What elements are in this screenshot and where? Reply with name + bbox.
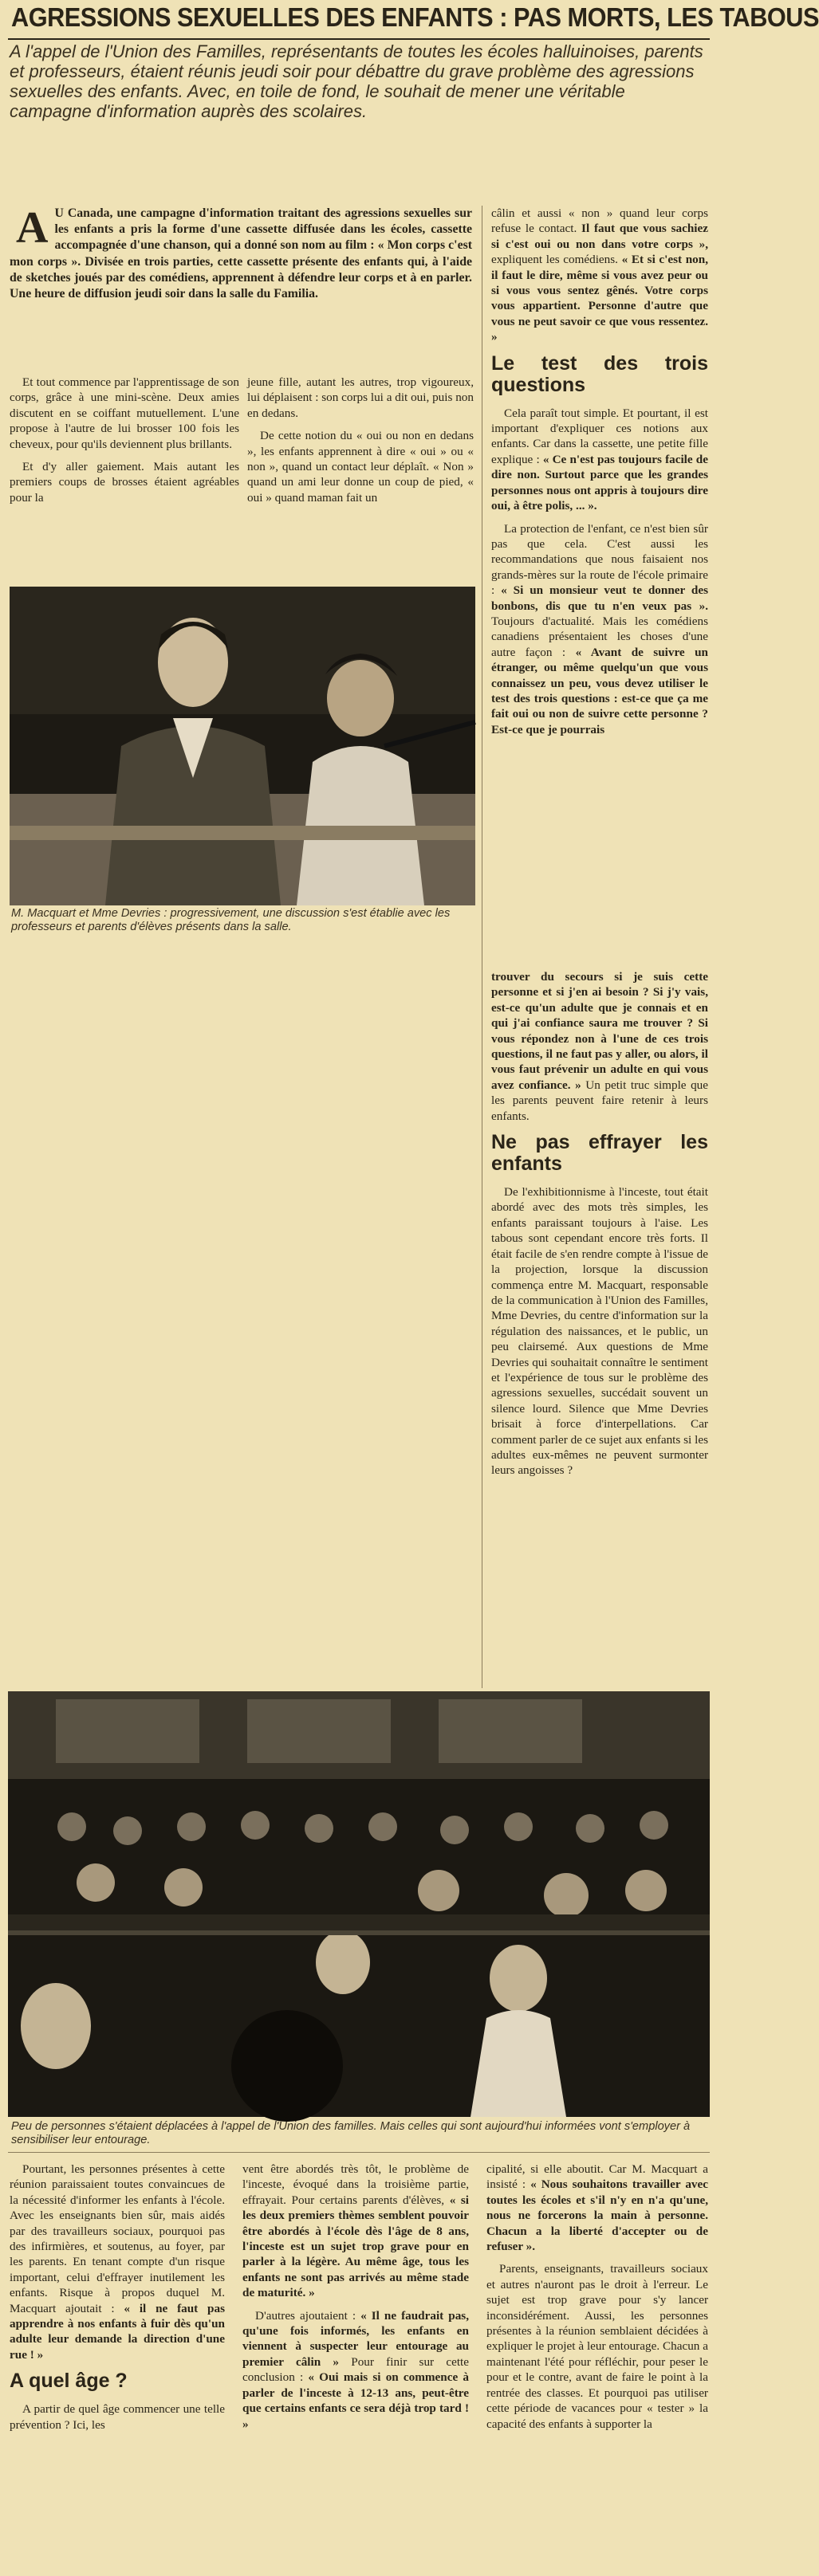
intro-text: U Canada, une campagne d'information traitant des agressions sexuelles sur les enfants a pris la forme d'une cassette diffusée dans les écoles, cassette accompagnée d'une chanson, qui a donné son nom au film : « Mon corps c'est mon corps ». Divisée en trois parties, cette cassette présente des enfants qui, à l'aide de sketches joués par des comédiens, apprennent à défendre leur corps et à en parler. Une heure de diffusion jeudi soir dans la salle du Familia. — [10, 206, 472, 301]
col-c-p3-bold2: « Avant de suivre un étranger, ou même quelqu'un que vous connaissez un peu, vous devez utiliser le test des trois questions : est-ce que ça me fait oui ou non de suivre cette personne ? Est-ce que je pourrais — [491, 645, 708, 736]
bottom-column-a — [10, 2162, 225, 2440]
col-c-p1-bold2: « Et si c'est non, il faut le dire, même si vous avez peur ou si vous vous sentez gênés. Votre corps vous appartient. Personne d'autre que vous ne peut savoir ce que vous ressentez. » — [491, 253, 708, 344]
drop-cap: A — [16, 203, 49, 253]
subhead-trois-questions: Le test des trois questions — [491, 351, 708, 396]
subhead-quel-age: A quel âge ? — [10, 2370, 128, 2393]
column-d — [491, 969, 708, 1486]
col-c-p3 — [491, 521, 708, 738]
col-b-p2: De cette notion du « oui ou non en dedans », les enfants apprennent à dire « oui » ou « non », quand un contact leur déplaît. « Non » quand un ami leur donne un coup de pied, « oui » quand maman fait un — [247, 429, 474, 505]
col-c-p1-plain2: expliquent les comédiens. — [491, 253, 618, 267]
column-c — [491, 206, 708, 744]
audience-photo-illustration — [8, 1691, 710, 2117]
bottom-c-p1-plain: cipalité, si elle aboutit. Car M. Macquart a insisté : — [486, 2162, 708, 2192]
headline: AGRESSIONS SEXUELLES DES ENFANTS : PAS MORTS, LES TABOUS — [11, 2, 819, 32]
bottom-a-p2: A partir de quel âge commencer une telle prévention ? Ici, les — [10, 2402, 225, 2432]
col-c-p1-plain: câlin et aussi « non » quand leur corps refuse le contact. — [491, 206, 708, 236]
col-d-p2: De l'exhibitionnisme à l'inceste, tout était abordé avec des mots très simples, les enfants paraissant toujours à l'aise. Les tabous sont cependant encore très forts. Il était facile de s'en rendre compte à l'issue de la projection, lorsque la discussion commença entre M. Macquart, responsable de la communication à l'Union des Familles, Mme Devries, du centre d'information sur la régulation des naissances, et le public, un peu clairsemé. Aux questions de Mme Devries qui souhaitait connaître le sentiment et l'expérience de tous sur le problème des agressions sexuelles, succédait souvent un silence lourd. Silence que Mme Devries brisait à force d'interpellations. Car comment parler de ce sujet aux enfants si les adultes eux-mêmes ne peuvent surmonter leurs angoisses ? — [491, 1185, 708, 1478]
bottom-a-p1-plain: Pourtant, les personnes présentes à cette réunion paraissaient toutes convaincues de la nécessité d'informer les enfants à l'école. Avec les enseignants bien sûr, mais aidés par des travailleurs sociaux, pourquoi pas des infirmières, et soutenus, au foyer, par les parents. En tenant compte d'un risque important, celui d'effrayer inutilement les enfants. Risque à propos duquel M. Macquart ajoutait : — [10, 2162, 225, 2315]
speakers-photo-illustration — [10, 587, 475, 905]
col-c-p2-plain: Cela paraît tout simple. Et pourtant, il est important d'expliquer ces notions aux enfants. Car dans la cassette, une petite fille explique : — [491, 406, 708, 466]
col-c-p1 — [491, 206, 708, 345]
col-b-p1: jeune fille, autant les autres, trop vigoureux, lui déplaisent : son corps lui a dit oui, puis non en dedans. — [247, 375, 474, 420]
photo2-caption: Peu de personnes s'étaient déplacées à l'appel de l'Union des familles. Mais celles qui sont aujourd'hui informées vont s'employer à sensibiliser leur entourage. — [11, 2120, 691, 2146]
subhead-effrayer: Ne pas effrayer les enfants — [491, 1131, 708, 1176]
col-c-p2-bold: « Ce n'est pas toujours facile de dire non. Surtout parce que les grandes personnes nous ont appris à toujours dire oui, à être polis, ... ». — [491, 452, 708, 513]
bottom-b-p2-plain: D'autres ajoutaient : — [255, 2308, 356, 2323]
bottom-column-b — [242, 2162, 469, 2439]
bottom-a-p1-bold: « il ne faut pas apprendre à nos enfants à fuir dès qu'un adulte leur demande la direction d'une rue ! » — [10, 2301, 226, 2362]
bottom-c-p1 — [486, 2162, 708, 2254]
column-b — [247, 375, 474, 512]
bottom-b-p1-plain: vent être abordés très tôt, le problème de l'inceste, évoqué dans la troisième partie, effrayait. Pour certains parents d'élèves, — [242, 2162, 469, 2207]
photo-audience — [8, 1691, 710, 2117]
col-c-p3-plain2: Toujours d'actualité. Mais les comédiens canadiens présentaient les choses d'une autre façon : — [491, 614, 708, 659]
col-c-p2 — [491, 406, 708, 514]
bottom-a-p1 — [10, 2162, 225, 2362]
bottom-c-p2: Parents, enseignants, travailleurs sociaux et autres n'auront pas le droit à l'erreur. Le sujet est trop grave pour s'y lancer inconsidérément. Aussi, les personnes présentes à la réunion semblaient décidées à expliquer le projet à leur entourage. Chacun a maintenant l'été pour réfléchir, pour peser le pour et le contre, avant de faire le point à la rentrée des classes. Et pourquoi pas utiliser cette période de vacances pour « tester » la capacité des enfants à supporter la — [486, 2262, 708, 2431]
lede: A l'appel de l'Union des Familles, représentants de toutes les écoles halluinoises, parents et professeurs, étaient réunis jeudi soir pour débattre du grave problème des agressions sexuelles des enfants. Avec, en toile de fond, le souhait de mener une véritable campagne d'information auprès des scolaires. — [10, 41, 703, 121]
col-c-p3-bold: « Si un monsieur veut te donner des bonbons, dis que tu n'en veux pas ». — [491, 583, 708, 613]
col-a-p1: Et tout commence par l'apprentissage de son corps, grâce à une mini-scène. Deux amies discutent en se coiffant mutuellement. L'une propose à l'autre de lui brosser 100 fois les cheveux, pour qu'ils deviennent plus brillants. — [10, 375, 239, 451]
bottom-b-p1 — [242, 2162, 469, 2301]
bottom-b-p2 — [242, 2308, 469, 2432]
col-a-p2: Et d'y aller gaiement. Mais autant les premiers coups de brosses étaient agréables pour la — [10, 460, 239, 505]
photo1-caption: M. Macquart et Mme Devries : progressivement, une discussion s'est établie avec les professeurs et parents d'élèves présents dans la salle. — [11, 907, 451, 933]
col-d-p1 — [491, 969, 708, 1124]
intro-paragraph — [10, 203, 472, 302]
bottom-c-p1-bold: « Nous souhaitons travailler avec toutes les écoles et s'il n'y en n'a qu'une, nous ne forcerons la main à personne. Chacun a la liberté d'accepter ou de refuser ». — [486, 2177, 708, 2254]
bottom-b-p1-bold: « si les deux premiers thèmes semblent pouvoir être abordés à l'école dès l'âge de 8 ans, l'inceste est un sujet trop grave pour en parler à la légère. Au même âge, tous les enfants ne sont pas arrivés au même stade de maturité. » — [242, 2193, 469, 2300]
col-c-p3-plain: La protection de l'enfant, ce n'est bien sûr pas que cela. C'est aussi les recommandations que nous faisaient nos grands-mères sur la route de l'école primaire : — [491, 521, 708, 598]
bottom-b-p2-bold: « Il ne faudrait pas, qu'une fois informés, les enfants en viennent à suspecter leur entourage au premier câlin » — [242, 2308, 469, 2369]
headline-rule — [8, 38, 710, 40]
bottom-column-c — [486, 2162, 708, 2439]
col-d-p1-bold: trouver du secours si je suis cette personne et si j'en ai besoin ? Si j'y vais, est-ce qu'un adulte que je connais et en qui j'ai confiance saura me trouver ? Si vous répondez non à l'une de ces trois questions, il ne faut pas y aller, ou alors, il vous faut prévenir un adulte en qui vous avez confiance. » — [491, 970, 708, 1092]
col-d-p1-plain: Un petit truc simple que les parents peuvent faire retenir à leurs enfants. — [491, 1078, 709, 1123]
photo-speakers — [10, 587, 475, 905]
bottom-rule — [8, 2152, 710, 2153]
column-a — [10, 375, 239, 512]
col-c-p1-bold: Il faut que vous sachiez si c'est oui ou non dans votre corps », — [491, 222, 709, 251]
bottom-b-p2-plain2: Pour finir sur cette conclusion : — [242, 2354, 470, 2385]
bottom-b-p2-bold2: « Oui mais si on commence à parler de l'inceste à 12-13 ans, peut-être que certains enfants ce sera déjà trop tard ! » — [242, 2370, 469, 2431]
